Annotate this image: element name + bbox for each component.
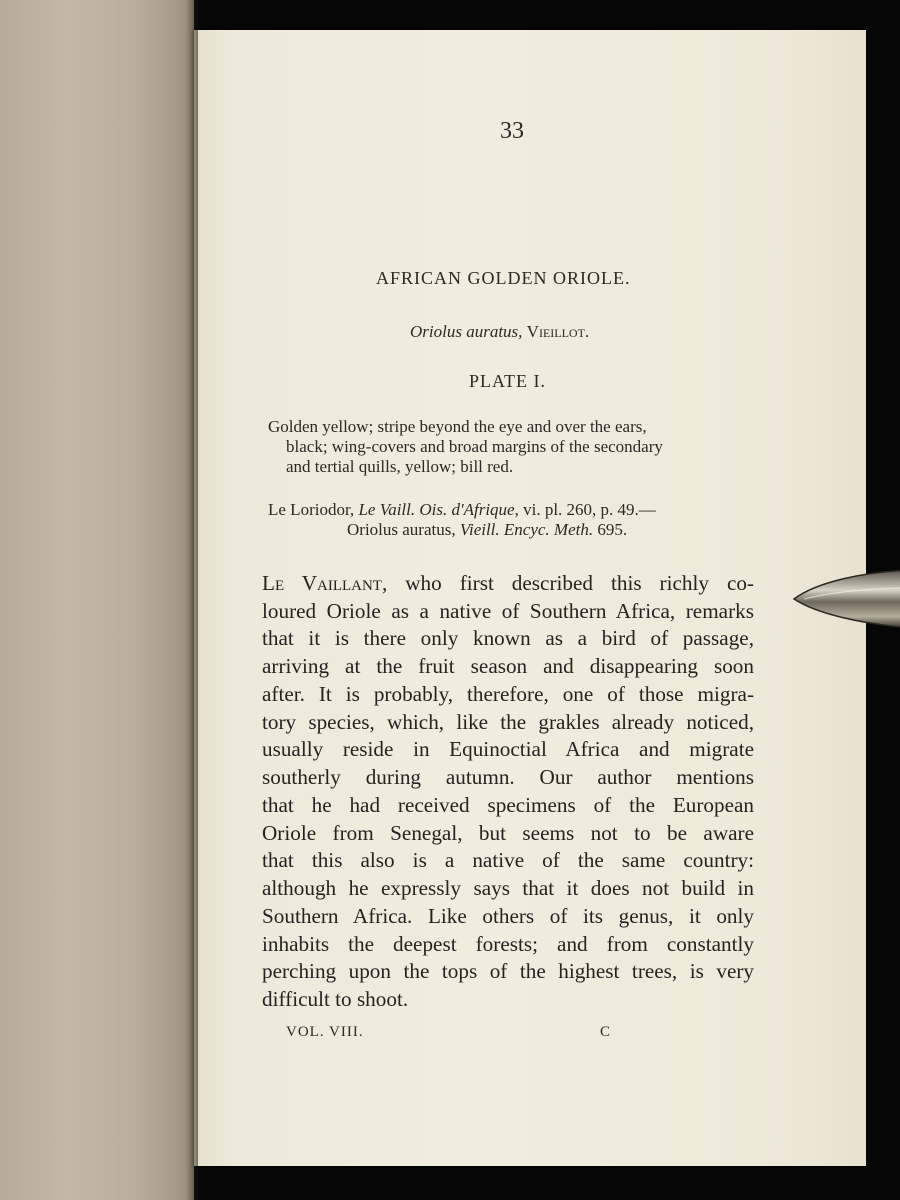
page-number: 33 [500, 118, 524, 144]
body-line: although he expressly says that it does not build in [262, 876, 754, 900]
body-line: perching upon the tops of the highest trees, is very [262, 959, 754, 983]
species-name: Oriolus auratus, [410, 322, 523, 341]
synonym-line: Oriolus auratus, Vieill. Encyc. Meth. 695. [347, 520, 628, 539]
metal-bookmark-icon [792, 568, 900, 630]
section-title: AFRICAN GOLDEN ORIOLE. [376, 268, 631, 288]
body-line: Oriole from Senegal, but seems not to be aware [262, 821, 754, 845]
species-line [410, 322, 589, 342]
book-gutter-shadow [186, 0, 198, 1200]
body-line: Southern Africa. Like others of its genus, it only [262, 904, 754, 928]
synonym-line: Le Loriodor, Le Vaill. Ois. d'Afrique, vi. pl. 260, p. 49.— [268, 500, 656, 519]
body-line: after. It is probably, therefore, one of those migra- [262, 682, 754, 706]
body-line: loured Oriole as a native of Southern Africa, remarks [262, 599, 754, 623]
body-line: that this also is a native of the same country: [262, 848, 754, 872]
description-line: and tertial quills, yellow; bill red. [286, 457, 514, 476]
body-line: inhabits the deepest forests; and from constantly [262, 932, 754, 956]
body-line: tory species, which, like the grakles already noticed, [262, 710, 754, 734]
body-line: difficult to shoot. [262, 987, 409, 1011]
plate-label: PLATE I. [469, 371, 546, 391]
body-line: arriving at the fruit season and disappearing soon [262, 654, 754, 678]
body-line: usually reside in Equinoctial Africa and migrate [262, 737, 754, 761]
volume-signature: VOL. VIII. [286, 1024, 364, 1040]
description-line: black; wing-covers and broad margins of the secondary [286, 437, 663, 456]
species-author: Vieillot. [526, 322, 590, 341]
body-line: that he had received specimens of the European [262, 793, 754, 817]
previous-page-edge [0, 0, 194, 1200]
description-line: Golden yellow; stripe beyond the eye and over the ears, [268, 417, 647, 436]
body-first-words: Le Vaillant, [262, 571, 388, 595]
body-line: Le Vaillant, who first described this richly co- [262, 571, 754, 595]
body-line: that it is there only known as a bird of passage, [262, 626, 754, 650]
gathering-signature: C [600, 1024, 612, 1040]
body-line: southerly during autumn. Our author mentions [262, 765, 754, 789]
